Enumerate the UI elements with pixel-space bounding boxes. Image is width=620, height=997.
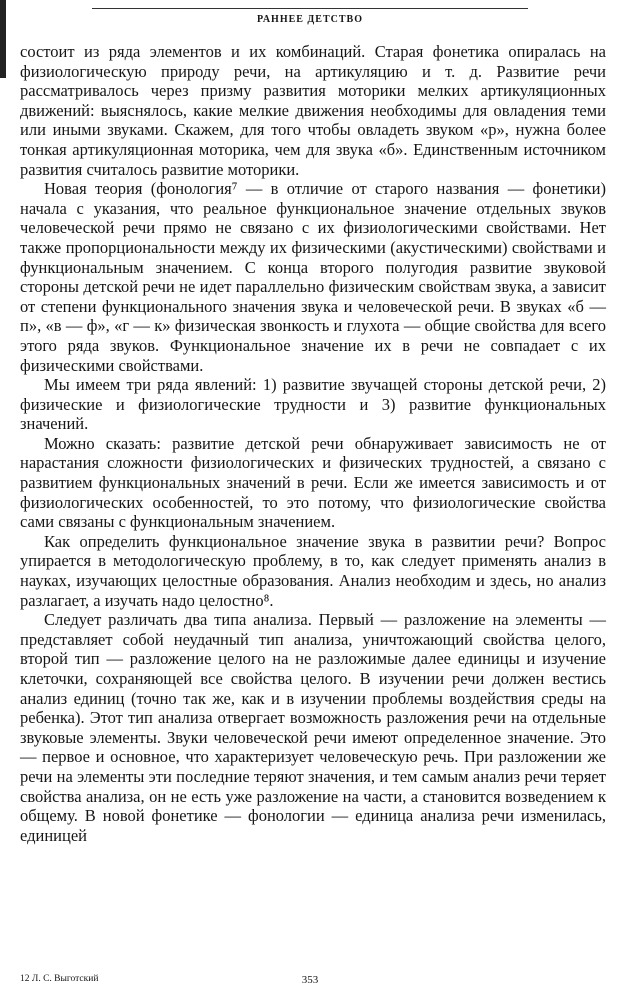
paragraph-5: Как определить функциональное значение звука в развитии речи? Вопрос упирается в методологическую проблему, в то, как следует применять анализ в науках, изучающих целостные образования. Анализ необходим и здесь, но анализ разлагает, а изучать надо целостно⁸.: [20, 531, 606, 610]
paragraph-2: Новая теория (фонология⁷ — в отличие от старого названия — фонетики) начала с указания, что реальное функциональное значение отдельных звуков человеческой речи прямо не связано с их физиологическими свойствами. Нет также пропорциональности между их физическими (акустическими) свойствами и функциональным значением. С конца второго полугодия развитие звуковой стороны детской речи не идет параллельно физическим свойствам звука, а зависит от степени функционального значения звука и человеческой речи. В звуках «б — п», «в — ф», «г — к» физическая звонкость и глухота — общие свойства для всего этого ряда звуков. Функциональное значение их в речи не совпадает с их физическими свойствами.: [20, 179, 606, 375]
binding-shadow: [0, 0, 6, 78]
body-text: [20, 42, 606, 845]
paragraph-6: Следует различать два типа анализа. Первый — разложение на элементы — представляет собой неудачный тип анализа, уничтожающий свойства целого, второй тип — разложение целого на не разложимые далее единицы и изучение клеточки, сохраняющей все свойства целого. В изучении речи должен вестись анализ единиц (точно так же, как и в изучении проблемы воздействия среды на ребенка). Этот тип анализа отвергает возможность разложения речи на отдельные звуковые элементы. Звуки человеческой речи имеют определенное значение. Это — первое и основное, что характеризует человеческую речь. При разложении же речи на элементы эти последние теряют значения, и тем самым анализ речи теряет свойства анализа, он не есть уже разложение на части, а становится возведением к общему. В новой фонетике — фонологии — единица анализа речи изменилась, единицей: [20, 610, 606, 845]
running-head: РАННЕЕ ДЕТСТВО: [256, 14, 363, 25]
signature-mark: 12 Л. С. Выготский: [20, 974, 99, 984]
paragraph-4: Можно сказать: развитие детской речи обнаруживает зависимость не от нарастания сложности физиологических и физических трудностей, а связано с развитием функциональных значений в речи. Если же имеется зависимость и от физиологических особенностей, то это потому, что физиологические свойства сами связаны с функциональным значением.: [20, 433, 606, 532]
page-number: 353: [301, 974, 319, 986]
paragraph-1: состоит из ряда элементов и их комбинаций. Старая фонетика опиралась на физиологическую природу речи, на артикуляцию и т. д. Развитие речи рассматривалось через призму развития моторики мелких артикуляционных движений: выяснялось, какие мелкие движения необходимы для овладения теми или иными звуками. Скажем, для того чтобы овладеть звуком «р», нужна более тонкая артикуляционная моторика, чем для звука «б». Единственным источником развития считалось развитие моторики.: [20, 42, 606, 179]
header-rule: [92, 8, 528, 9]
paragraph-3: Мы имеем три ряда явлений: 1) развитие звучащей стороны детской речи, 2) физические и физиологические трудности и 3) развитие функциональных значений.: [20, 375, 606, 434]
